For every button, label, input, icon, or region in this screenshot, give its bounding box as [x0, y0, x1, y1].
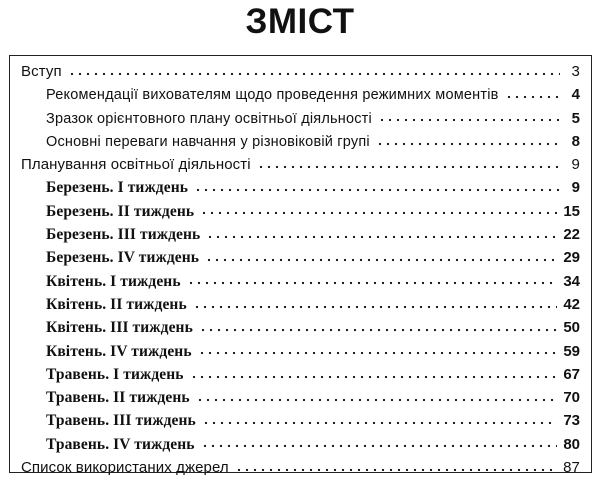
- toc-entry-title: Квітень. II тиждень: [46, 295, 187, 313]
- dot-leader: [202, 421, 557, 425]
- toc-entry-title: Березень. II тиждень: [46, 202, 195, 220]
- dot-leader: [190, 375, 558, 379]
- toc-page-number: 73: [563, 412, 580, 430]
- dot-leader: [196, 398, 558, 402]
- dot-leader: [235, 468, 557, 472]
- toc-page-number: 50: [563, 319, 580, 337]
- toc-subentry[interactable]: [10, 340, 591, 363]
- toc-subentry[interactable]: [10, 130, 591, 153]
- dot-leader: [200, 211, 557, 215]
- toc-entry-title: Березень. III тиждень: [46, 226, 201, 244]
- toc-subentry[interactable]: [10, 223, 591, 246]
- toc-entry-title: Березень. IV тиждень: [46, 249, 200, 267]
- dot-leader: [205, 258, 557, 262]
- toc-entry-title: Основні переваги навчання у різновіковій групі: [46, 133, 370, 150]
- toc-entry[interactable]: [10, 456, 591, 479]
- toc-page-number: 70: [563, 389, 580, 407]
- toc-entry[interactable]: [10, 60, 591, 83]
- toc-page-number: 34: [563, 272, 580, 290]
- toc-subentry[interactable]: [10, 293, 591, 316]
- toc-subentry[interactable]: [10, 83, 591, 106]
- toc-page-number: 3: [571, 63, 580, 80]
- toc-subentry[interactable]: [10, 433, 591, 456]
- dot-leader: [376, 142, 560, 146]
- toc-entry-title: Травень. III тиждень: [46, 412, 196, 430]
- toc-subentry[interactable]: [10, 409, 591, 432]
- page-title: ЗМІСТ: [245, 2, 355, 41]
- toc-page-number: 8: [571, 132, 580, 150]
- toc-entry-title: Планування освітньої діяльності: [21, 156, 251, 174]
- toc-entry-title: Квітень. IV тиждень: [46, 342, 192, 360]
- toc-page-number: 87: [563, 459, 580, 477]
- toc-entry-title: Вступ: [21, 63, 62, 80]
- toc-subentry[interactable]: [10, 270, 591, 293]
- toc-page-number: 22: [563, 226, 580, 244]
- toc-entry[interactable]: [10, 153, 591, 176]
- dot-leader: [187, 281, 558, 285]
- dot-leader: [201, 444, 558, 448]
- toc-page-number: 9: [571, 179, 580, 197]
- dot-leader: [257, 165, 560, 169]
- toc-subentry[interactable]: [10, 107, 591, 130]
- table-of-contents-frame: [9, 55, 592, 477]
- toc-entry-title: Квітень. III тиждень: [46, 319, 193, 337]
- dot-leader: [199, 328, 557, 332]
- toc-page-number: 42: [563, 295, 580, 313]
- dot-leader: [193, 305, 558, 309]
- toc-subentry[interactable]: [10, 386, 591, 409]
- toc-entry-title: Травень. I тиждень: [46, 365, 184, 383]
- toc-page-number: 80: [563, 435, 580, 453]
- toc-page-number: 15: [563, 202, 580, 220]
- dot-leader: [505, 95, 560, 99]
- toc-subentry[interactable]: [10, 363, 591, 386]
- toc-entry-title: Травень. II тиждень: [46, 389, 190, 407]
- toc-entry-title: Список використаних джерел: [21, 459, 229, 477]
- toc-subentry[interactable]: [10, 176, 591, 199]
- table-of-contents: [10, 60, 591, 479]
- toc-subentry[interactable]: [10, 316, 591, 339]
- dot-leader: [378, 118, 560, 122]
- toc-page-number: 29: [563, 249, 580, 267]
- toc-entry-title: Березень. I тиждень: [46, 179, 189, 197]
- toc-entry-title: Квітень. I тиждень: [46, 272, 181, 290]
- toc-page-number: 59: [563, 342, 580, 360]
- dot-leader: [194, 188, 560, 192]
- dot-leader: [68, 72, 560, 76]
- toc-page-number: 4: [571, 86, 580, 104]
- toc-page-number: 67: [563, 365, 580, 383]
- dot-leader: [198, 351, 558, 355]
- toc-subentry[interactable]: [10, 200, 591, 223]
- toc-page-number: 9: [571, 156, 580, 174]
- dot-leader: [206, 235, 557, 239]
- toc-entry-title: Травень. IV тиждень: [46, 435, 195, 453]
- toc-subentry[interactable]: [10, 246, 591, 269]
- toc-page-number: 5: [571, 109, 580, 127]
- toc-entry-title: Зразок орієнтовного плану освітньої діяльності: [46, 110, 372, 127]
- toc-entry-title: Рекомендації вихователям щодо проведення режимних моментів: [46, 87, 499, 104]
